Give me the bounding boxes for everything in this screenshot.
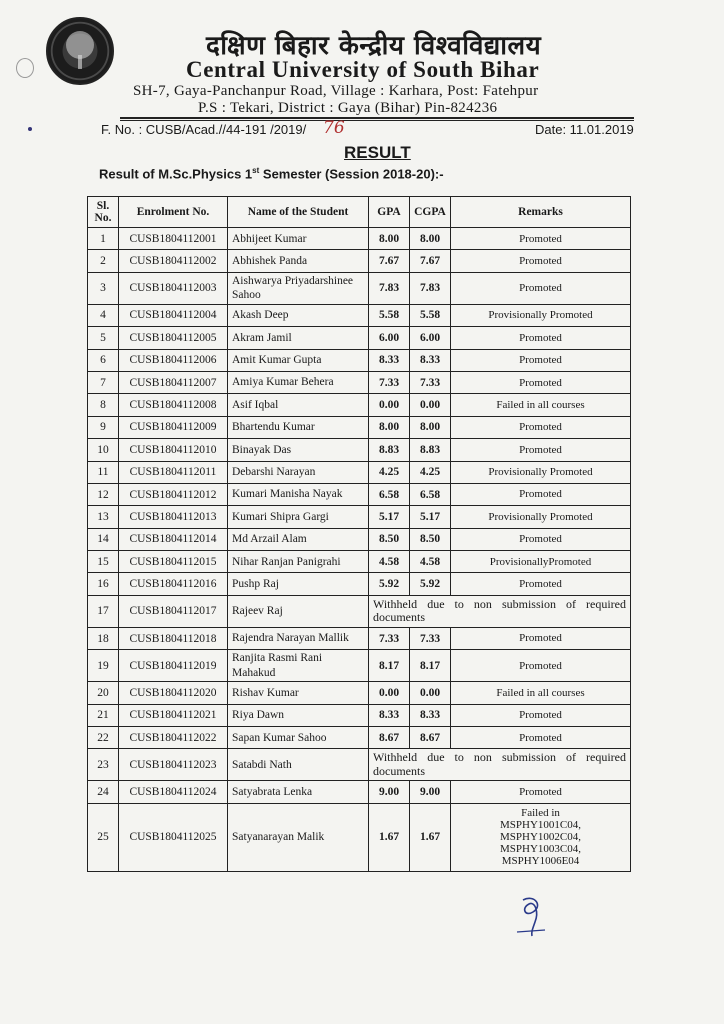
table-row [88,704,631,726]
cell-gpa: 7.67 [369,250,410,272]
cell-enrolment-no: CUSB1804112005 [119,327,228,349]
cell-sl-no: 12 [88,483,119,505]
cell-remarks: Promoted [451,349,631,371]
cell-cgpa: 8.83 [410,439,451,461]
cell-cgpa: 8.17 [410,650,451,682]
cell-remarks: Provisionally Promoted [451,506,631,528]
cell-remarks: Promoted [451,327,631,349]
cell-cgpa: 8.33 [410,349,451,371]
cell-enrolment-no: CUSB1804112003 [119,272,228,304]
table-row [88,461,631,483]
table-row [88,781,631,803]
cell-student-name: Md Arzail Alam [228,528,369,550]
table-row [88,551,631,573]
cell-enrolment-no: CUSB1804112022 [119,727,228,749]
cell-remarks: Promoted [451,528,631,550]
cell-gpa: 5.58 [369,304,410,326]
cell-remarks: Promoted [451,483,631,505]
university-name-hindi: दक्षिण बिहार केन्द्रीय विश्वविद्यालय [206,31,542,61]
cell-cgpa: 1.67 [410,803,451,871]
cell-remarks: Promoted [451,704,631,726]
remarks-line: MSPHY1003C04, [500,843,581,856]
cell-remarks: Promoted [451,416,631,438]
cell-cgpa: 8.00 [410,416,451,438]
cell-cgpa: 7.83 [410,272,451,304]
cell-remarks: Provisionally Promoted [451,461,631,483]
cell-gpa: 0.00 [369,682,410,704]
university-seal-icon [46,17,114,85]
margin-dot [28,127,32,131]
table-row [88,573,631,595]
cell-enrolment-no: CUSB1804112013 [119,506,228,528]
cell-gpa: 1.67 [369,803,410,871]
cell-withheld-note: Withheld due to non submission of required documents [369,749,631,781]
address-line-1: SH-7, Gaya-Panchanpur Road, Village : Karhara, Post: Fatehpur [133,83,539,99]
cell-student-name: Rishav Kumar [228,682,369,704]
cell-enrolment-no: CUSB1804112001 [119,228,228,250]
table-row [88,349,631,371]
table-row [88,371,631,393]
table-row [88,416,631,438]
cell-student-name: Binayak Das [228,439,369,461]
header-remarks: Remarks [451,197,631,228]
remarks-line: MSPHY1001C04, [500,819,581,832]
cell-cgpa: 7.67 [410,250,451,272]
cell-enrolment-no: CUSB1804112004 [119,304,228,326]
cell-remarks: Promoted [451,250,631,272]
table-row [88,595,631,627]
cell-gpa: 6.00 [369,327,410,349]
cell-enrolment-no: CUSB1804112008 [119,394,228,416]
cell-sl-no: 2 [88,250,119,272]
cell-sl-no: 10 [88,439,119,461]
table-row [88,682,631,704]
cell-student-name: Rajendra Narayan Mallik [228,627,369,649]
cell-cgpa: 5.92 [410,573,451,595]
cell-gpa: 8.17 [369,650,410,682]
cell-cgpa: 8.00 [410,228,451,250]
result-table-body [88,228,631,872]
table-row [88,250,631,272]
cell-sl-no: 20 [88,682,119,704]
cell-cgpa: 4.58 [410,551,451,573]
cell-student-name: Sapan Kumar Sahoo [228,727,369,749]
cell-cgpa: 6.58 [410,483,451,505]
result-table [87,196,631,872]
table-row [88,394,631,416]
cell-enrolment-no: CUSB1804112014 [119,528,228,550]
cell-student-name: Rajeev Raj [228,595,369,627]
cell-gpa: 0.00 [369,394,410,416]
cell-cgpa: 6.00 [410,327,451,349]
cell-enrolment-no: CUSB1804112023 [119,749,228,781]
cell-gpa: 4.25 [369,461,410,483]
header-gpa: GPA [369,197,410,228]
header-divider [120,117,634,119]
cell-sl-no: 7 [88,371,119,393]
cell-gpa: 7.83 [369,272,410,304]
cell-remarks: Promoted [451,627,631,649]
remarks-line: Failed in [521,807,560,820]
table-row [88,627,631,649]
file-number: F. No. : CUSB/Acad.//44-191 /2019/ [101,122,307,137]
cell-student-name: Amit Kumar Gupta [228,349,369,371]
remarks-line: MSPHY1006E04 [501,855,580,868]
cell-sl-no: 15 [88,551,119,573]
cell-remarks: Promoted [451,272,631,304]
cell-remarks: ProvisionallyPromoted [451,551,631,573]
cell-sl-no: 18 [88,627,119,649]
cell-gpa: 9.00 [369,781,410,803]
header-enrolment: Enrolment No. [119,197,228,228]
cell-student-name: Aishwarya Priyadarshinee Sahoo [228,272,369,304]
cell-gpa: 6.58 [369,483,410,505]
cell-sl-no: 9 [88,416,119,438]
cell-enrolment-no: CUSB1804112025 [119,803,228,871]
table-row [88,439,631,461]
cell-enrolment-no: CUSB1804112006 [119,349,228,371]
cell-enrolment-no: CUSB1804112019 [119,650,228,682]
result-subtitle: Result of M.Sc.Physics 1st Semester (Session 2018-20):- [99,166,444,182]
cell-student-name: Kumari Manisha Nayak [228,483,369,505]
table-header-row [88,197,631,228]
table-row [88,506,631,528]
cell-gpa: 5.92 [369,573,410,595]
cell-cgpa: 4.25 [410,461,451,483]
cell-student-name: Satabdi Nath [228,749,369,781]
table-row [88,650,631,682]
table-row [88,272,631,304]
cell-sl-no: 1 [88,228,119,250]
cell-cgpa: 7.33 [410,627,451,649]
cell-gpa: 8.33 [369,704,410,726]
cell-student-name: Ranjita Rasmi Rani Mahakud [228,650,369,682]
cell-cgpa: 7.33 [410,371,451,393]
cell-enrolment-no: CUSB1804112009 [119,416,228,438]
cell-remarks: Promoted [451,439,631,461]
header-divider-thin [120,120,634,121]
cell-remarks: Promoted [451,727,631,749]
cell-student-name: Satyanarayan Malik [228,803,369,871]
cell-remarks: Provisionally Promoted [451,304,631,326]
cell-cgpa: 8.33 [410,704,451,726]
cell-sl-no: 5 [88,327,119,349]
cell-gpa: 7.33 [369,371,410,393]
table-row [88,304,631,326]
table-row [88,727,631,749]
cell-student-name: Bhartendu Kumar [228,416,369,438]
cell-sl-no: 4 [88,304,119,326]
cell-remarks: Promoted [451,650,631,682]
cell-sl-no: 21 [88,704,119,726]
cell-student-name: Pushp Raj [228,573,369,595]
table-row [88,483,631,505]
cell-student-name: Akash Deep [228,304,369,326]
cell-enrolment-no: CUSB1804112011 [119,461,228,483]
cell-student-name: Nihar Ranjan Panigrahi [228,551,369,573]
cell-gpa: 4.58 [369,551,410,573]
cell-sl-no: 22 [88,727,119,749]
cell-remarks [451,803,631,871]
address-line-2: P.S : Tekari, District : Gaya (Bihar) Pin-824236 [198,100,498,116]
cell-student-name: Amiya Kumar Behera [228,371,369,393]
cell-enrolment-no: CUSB1804112017 [119,595,228,627]
cell-cgpa: 5.58 [410,304,451,326]
cell-gpa: 8.00 [369,416,410,438]
cell-gpa: 8.83 [369,439,410,461]
cell-sl-no: 19 [88,650,119,682]
table-row [88,228,631,250]
cell-enrolment-no: CUSB1804112010 [119,439,228,461]
cell-sl-no: 23 [88,749,119,781]
header-cgpa: CGPA [410,197,451,228]
cell-enrolment-no: CUSB1804112018 [119,627,228,649]
header-sl-no: Sl. No. [88,197,119,228]
handwritten-number: 76 [323,118,345,138]
cell-student-name: Satyabrata Lenka [228,781,369,803]
punch-hole-mark [16,58,34,78]
cell-student-name: Kumari Shipra Gargi [228,506,369,528]
cell-enrolment-no: CUSB1804112007 [119,371,228,393]
cell-student-name: Riya Dawn [228,704,369,726]
cell-remarks: Promoted [451,781,631,803]
remarks-line: MSPHY1002C04, [500,831,581,844]
cell-remarks: Failed in all courses [451,682,631,704]
cell-sl-no: 13 [88,506,119,528]
table-row [88,528,631,550]
header-student-name: Name of the Student [228,197,369,228]
cell-gpa: 8.33 [369,349,410,371]
cell-sl-no: 11 [88,461,119,483]
cell-remarks: Promoted [451,228,631,250]
cell-student-name: Akram Jamil [228,327,369,349]
cell-sl-no: 17 [88,595,119,627]
cell-student-name: Abhijeet Kumar [228,228,369,250]
table-row [88,327,631,349]
cell-gpa: 8.00 [369,228,410,250]
cell-cgpa: 9.00 [410,781,451,803]
cell-enrolment-no: CUSB1804112021 [119,704,228,726]
cell-sl-no: 16 [88,573,119,595]
cell-cgpa: 5.17 [410,506,451,528]
cell-cgpa: 0.00 [410,682,451,704]
cell-sl-no: 14 [88,528,119,550]
cell-enrolment-no: CUSB1804112020 [119,682,228,704]
cell-sl-no: 8 [88,394,119,416]
cell-enrolment-no: CUSB1804112012 [119,483,228,505]
cell-cgpa: 8.50 [410,528,451,550]
table-row [88,749,631,781]
cell-enrolment-no: CUSB1804112024 [119,781,228,803]
page-title: RESULT [344,143,411,162]
cell-remarks: Failed in all courses [451,394,631,416]
cell-gpa: 7.33 [369,627,410,649]
document-date: Date: 11.01.2019 [535,122,634,137]
cell-student-name: Abhishek Panda [228,250,369,272]
cell-gpa: 8.50 [369,528,410,550]
cell-cgpa: 8.67 [410,727,451,749]
handwritten-signature-icon [505,892,555,942]
cell-sl-no: 25 [88,803,119,871]
cell-gpa: 5.17 [369,506,410,528]
cell-gpa: 8.67 [369,727,410,749]
cell-remarks: Promoted [451,573,631,595]
cell-sl-no: 24 [88,781,119,803]
table-row [88,803,631,871]
cell-withheld-note: Withheld due to non submission of required documents [369,595,631,627]
cell-student-name: Asif Iqbal [228,394,369,416]
cell-sl-no: 3 [88,272,119,304]
cell-student-name: Debarshi Narayan [228,461,369,483]
cell-remarks: Promoted [451,371,631,393]
cell-enrolment-no: CUSB1804112015 [119,551,228,573]
cell-enrolment-no: CUSB1804112016 [119,573,228,595]
cell-cgpa: 0.00 [410,394,451,416]
university-name-english: Central University of South Bihar [186,57,540,82]
cell-sl-no: 6 [88,349,119,371]
cell-enrolment-no: CUSB1804112002 [119,250,228,272]
